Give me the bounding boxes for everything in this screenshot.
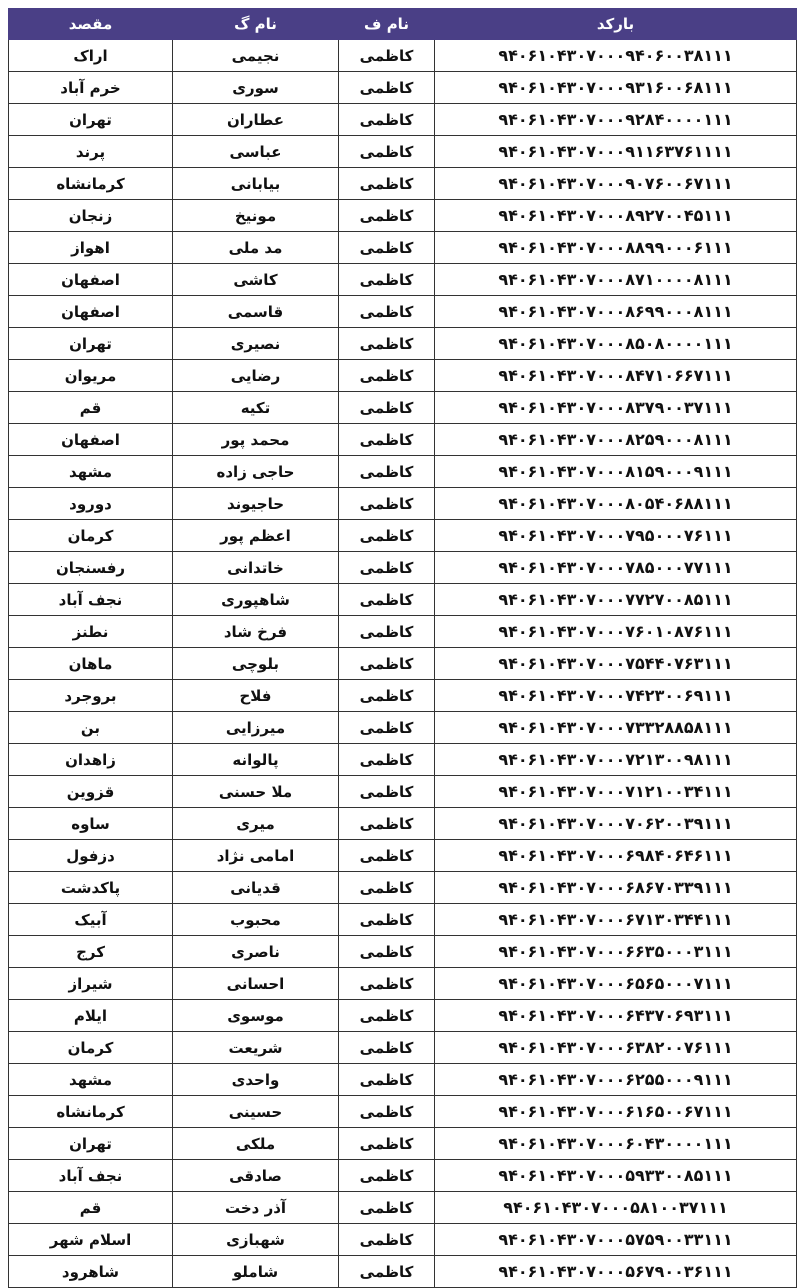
cell-destination: کرمانشاه (9, 1096, 173, 1128)
table-row (9, 712, 797, 744)
table-row (9, 424, 797, 456)
cell-last-name: عطاران (173, 104, 339, 136)
cell-first-name: کاظمی (339, 648, 435, 680)
cell-last-name: فرخ شاد (173, 616, 339, 648)
cell-barcode: ۹۴۰۶۱۰۴۳۰۷۰۰۰۵۹۳۳۰۰۸۵۱۱۱ (435, 1160, 797, 1192)
cell-barcode: ۹۴۰۶۱۰۴۳۰۷۰۰۰۹۰۷۶۰۰۶۷۱۱۱ (435, 168, 797, 200)
cell-destination: دزفول (9, 840, 173, 872)
cell-first-name: کاظمی (339, 40, 435, 72)
cell-last-name: امامی نژاد (173, 840, 339, 872)
cell-first-name: کاظمی (339, 1096, 435, 1128)
cell-first-name: کاظمی (339, 456, 435, 488)
cell-last-name: بیابانی (173, 168, 339, 200)
cell-last-name: رضایی (173, 360, 339, 392)
cell-barcode: ۹۴۰۶۱۰۴۳۰۷۰۰۰۸۹۲۷۰۰۴۵۱۱۱ (435, 200, 797, 232)
cell-last-name: شهبازی (173, 1224, 339, 1256)
cell-barcode: ۹۴۰۶۱۰۴۳۰۷۰۰۰۸۴۷۱۰۶۶۷۱۱۱ (435, 360, 797, 392)
cell-last-name: صادقی (173, 1160, 339, 1192)
cell-first-name: کاظمی (339, 296, 435, 328)
cell-first-name: کاظمی (339, 1032, 435, 1064)
cell-barcode: ۹۴۰۶۱۰۴۳۰۷۰۰۰۷۵۴۴۰۷۶۳۱۱۱ (435, 648, 797, 680)
cell-last-name: موسوی (173, 1000, 339, 1032)
cell-barcode: ۹۴۰۶۱۰۴۳۰۷۰۰۰۶۹۸۴۰۶۴۶۱۱۱ (435, 840, 797, 872)
cell-last-name: کاشی (173, 264, 339, 296)
table-row (9, 584, 797, 616)
cell-barcode: ۹۴۰۶۱۰۴۳۰۷۰۰۰۸۵۰۸۰۰۰۰۱۱۱ (435, 328, 797, 360)
cell-destination: قزوین (9, 776, 173, 808)
cell-last-name: ناصری (173, 936, 339, 968)
table-row (9, 168, 797, 200)
cell-first-name: کاظمی (339, 872, 435, 904)
cell-barcode: ۹۴۰۶۱۰۴۳۰۷۰۰۰۶۲۵۵۰۰۰۹۱۱۱ (435, 1064, 797, 1096)
cell-last-name: ملکی (173, 1128, 339, 1160)
cell-destination: شیراز (9, 968, 173, 1000)
cell-destination: ساوه (9, 808, 173, 840)
cell-barcode: ۹۴۰۶۱۰۴۳۰۷۰۰۰۷۸۵۰۰۰۷۷۱۱۱ (435, 552, 797, 584)
cell-destination: نجف آباد (9, 1160, 173, 1192)
cell-destination: پاکدشت (9, 872, 173, 904)
table-row (9, 776, 797, 808)
cell-barcode: ۹۴۰۶۱۰۴۳۰۷۰۰۰۹۲۸۴۰۰۰۰۱۱۱ (435, 104, 797, 136)
cell-destination: قم (9, 1192, 173, 1224)
cell-barcode: ۹۴۰۶۱۰۴۳۰۷۰۰۰۸۸۹۹۰۰۰۶۱۱۱ (435, 232, 797, 264)
cell-destination: اصفهان (9, 264, 173, 296)
cell-barcode: ۹۴۰۶۱۰۴۳۰۷۰۰۰۷۰۶۲۰۰۳۹۱۱۱ (435, 808, 797, 840)
cell-first-name: کاظمی (339, 968, 435, 1000)
table-row (9, 744, 797, 776)
cell-barcode: ۹۴۰۶۱۰۴۳۰۷۰۰۰۷۹۵۰۰۰۷۶۱۱۱ (435, 520, 797, 552)
cell-destination: کرمان (9, 520, 173, 552)
cell-first-name: کاظمی (339, 168, 435, 200)
cell-last-name: تکیه (173, 392, 339, 424)
table-row (9, 456, 797, 488)
table-row (9, 552, 797, 584)
table-row (9, 968, 797, 1000)
cell-last-name: شاملو (173, 1256, 339, 1288)
cell-destination: اراک (9, 40, 173, 72)
cell-destination: تهران (9, 328, 173, 360)
cell-first-name: کاظمی (339, 360, 435, 392)
cell-destination: کرمانشاه (9, 168, 173, 200)
table-row (9, 40, 797, 72)
cell-destination: اصفهان (9, 296, 173, 328)
cell-destination: قم (9, 392, 173, 424)
cell-first-name: کاظمی (339, 776, 435, 808)
cell-destination: کرمان (9, 1032, 173, 1064)
header-destination: مقصد (9, 9, 173, 40)
table-row (9, 1224, 797, 1256)
cell-first-name: کاظمی (339, 1160, 435, 1192)
cell-first-name: کاظمی (339, 136, 435, 168)
cell-destination: تهران (9, 104, 173, 136)
cell-last-name: پالوانه (173, 744, 339, 776)
cell-destination: تهران (9, 1128, 173, 1160)
cell-last-name: عباسی (173, 136, 339, 168)
table-row (9, 200, 797, 232)
cell-first-name: کاظمی (339, 104, 435, 136)
cell-last-name: ملا حسنی (173, 776, 339, 808)
header-row (9, 9, 797, 40)
cell-barcode: ۹۴۰۶۱۰۴۳۰۷۰۰۰۶۴۳۷۰۶۹۳۱۱۱ (435, 1000, 797, 1032)
cell-first-name: کاظمی (339, 424, 435, 456)
table-row (9, 488, 797, 520)
cell-first-name: کاظمی (339, 552, 435, 584)
cell-destination: بن (9, 712, 173, 744)
cell-first-name: کاظمی (339, 520, 435, 552)
cell-first-name: کاظمی (339, 328, 435, 360)
cell-first-name: کاظمی (339, 1000, 435, 1032)
cell-last-name: آذر دخت (173, 1192, 339, 1224)
cell-destination: رفسنجان (9, 552, 173, 584)
cell-barcode: ۹۴۰۶۱۰۴۳۰۷۰۰۰۶۶۳۵۰۰۰۳۱۱۱ (435, 936, 797, 968)
table-row (9, 808, 797, 840)
table-row (9, 136, 797, 168)
cell-last-name: خاتدانی (173, 552, 339, 584)
header-first-name: نام ف (339, 9, 435, 40)
cell-barcode: ۹۴۰۶۱۰۴۳۰۷۰۰۰۵۷۵۹۰۰۳۳۱۱۱ (435, 1224, 797, 1256)
cell-barcode: ۹۴۰۶۱۰۴۳۰۷۰۰۰۷۳۳۲۸۸۵۸۱۱۱ (435, 712, 797, 744)
cell-barcode: ۹۴۰۶۱۰۴۳۰۷۰۰۰۶۵۶۵۰۰۰۷۱۱۱ (435, 968, 797, 1000)
cell-barcode: ۹۴۰۶۱۰۴۳۰۷۰۰۰۶۳۸۲۰۰۷۶۱۱۱ (435, 1032, 797, 1064)
cell-last-name: بلوچی (173, 648, 339, 680)
cell-first-name: کاظمی (339, 392, 435, 424)
table-row (9, 232, 797, 264)
cell-destination: شاهرود (9, 1256, 173, 1288)
cell-barcode: ۹۴۰۶۱۰۴۳۰۷۰۰۰۷۴۲۳۰۰۶۹۱۱۱ (435, 680, 797, 712)
cell-barcode: ۹۴۰۶۱۰۴۳۰۷۰۰۰۸۰۵۴۰۶۸۸۱۱۱ (435, 488, 797, 520)
cell-first-name: کاظمی (339, 840, 435, 872)
cell-destination: بروجرد (9, 680, 173, 712)
cell-destination: اصفهان (9, 424, 173, 456)
cell-first-name: کاظمی (339, 936, 435, 968)
cell-barcode: ۹۴۰۶۱۰۴۳۰۷۰۰۰۷۷۲۷۰۰۸۵۱۱۱ (435, 584, 797, 616)
cell-first-name: کاظمی (339, 904, 435, 936)
cell-first-name: کاظمی (339, 488, 435, 520)
cell-barcode: ۹۴۰۶۱۰۴۳۰۷۰۰۰۷۱۲۱۰۰۳۴۱۱۱ (435, 776, 797, 808)
cell-destination: ایلام (9, 1000, 173, 1032)
cell-last-name: حسینی (173, 1096, 339, 1128)
table-row (9, 840, 797, 872)
cell-first-name: کاظمی (339, 264, 435, 296)
cell-destination: زنجان (9, 200, 173, 232)
cell-last-name: حاجی زاده (173, 456, 339, 488)
cell-last-name: محبوب (173, 904, 339, 936)
table-row (9, 520, 797, 552)
table-row (9, 1064, 797, 1096)
table-row (9, 1256, 797, 1288)
cell-last-name: قدیانی (173, 872, 339, 904)
cell-barcode: ۹۴۰۶۱۰۴۳۰۷۰۰۰۶۸۶۷۰۳۳۹۱۱۱ (435, 872, 797, 904)
cell-first-name: کاظمی (339, 584, 435, 616)
cell-barcode: ۹۴۰۶۱۰۴۳۰۷۰۰۰۹۱۱۶۳۷۶۱۱۱۱ (435, 136, 797, 168)
cell-destination: مشهد (9, 456, 173, 488)
cell-last-name: مونیخ (173, 200, 339, 232)
cell-last-name: میری (173, 808, 339, 840)
cell-last-name: مد ملی (173, 232, 339, 264)
cell-barcode: ۹۴۰۶۱۰۴۳۰۷۰۰۰۷۶۰۱۰۸۷۶۱۱۱ (435, 616, 797, 648)
cell-barcode: ۹۴۰۶۱۰۴۳۰۷۰۰۰۸۶۹۹۰۰۰۸۱۱۱ (435, 296, 797, 328)
cell-first-name: کاظمی (339, 712, 435, 744)
table-row (9, 360, 797, 392)
cell-first-name: کاظمی (339, 744, 435, 776)
cell-destination: آبیک (9, 904, 173, 936)
cell-destination: نجف آباد (9, 584, 173, 616)
table-row (9, 904, 797, 936)
cell-barcode: ۹۴۰۶۱۰۴۳۰۷۰۰۰۶۷۱۳۰۳۴۴۱۱۱ (435, 904, 797, 936)
cell-barcode: ۹۴۰۶۱۰۴۳۰۷۰۰۰۷۲۱۳۰۰۹۸۱۱۱ (435, 744, 797, 776)
cell-first-name: کاظمی (339, 72, 435, 104)
cell-last-name: فلاح (173, 680, 339, 712)
cell-barcode: ۹۴۰۶۱۰۴۳۰۷۰۰۰۶۱۶۵۰۰۶۷۱۱۱ (435, 1096, 797, 1128)
table-row (9, 72, 797, 104)
cell-barcode: ۹۴۰۶۱۰۴۳۰۷۰۰۰۵۶۷۹۰۰۳۶۱۱۱ (435, 1256, 797, 1288)
cell-destination: اهواز (9, 232, 173, 264)
cell-barcode: ۹۴۰۶۱۰۴۳۰۷۰۰۰۹۳۱۶۰۰۶۸۱۱۱ (435, 72, 797, 104)
cell-destination: اسلام شهر (9, 1224, 173, 1256)
cell-destination: زاهدان (9, 744, 173, 776)
table-row (9, 104, 797, 136)
cell-barcode: ۹۴۰۶۱۰۴۳۰۷۰۰۰۸۷۱۰۰۰۰۸۱۱۱ (435, 264, 797, 296)
cell-first-name: کاظمی (339, 680, 435, 712)
cell-last-name: شاهپوری (173, 584, 339, 616)
table-row (9, 680, 797, 712)
cell-barcode: ۹۴۰۶۱۰۴۳۰۷۰۰۰۸۳۷۹۰۰۳۷۱۱۱ (435, 392, 797, 424)
cell-last-name: سوری (173, 72, 339, 104)
cell-last-name: قاسمی (173, 296, 339, 328)
table-row (9, 1192, 797, 1224)
cell-last-name: نجیمی (173, 40, 339, 72)
cell-last-name: میرزایی (173, 712, 339, 744)
cell-last-name: نصیری (173, 328, 339, 360)
shipment-table (8, 8, 797, 1288)
table-row (9, 328, 797, 360)
table-row (9, 1160, 797, 1192)
cell-last-name: اعظم پور (173, 520, 339, 552)
cell-last-name: شریعت (173, 1032, 339, 1064)
cell-first-name: کاظمی (339, 808, 435, 840)
cell-barcode: ۹۴۰۶۱۰۴۳۰۷۰۰۰۸۲۵۹۰۰۰۸۱۱۱ (435, 424, 797, 456)
table-row (9, 264, 797, 296)
cell-barcode: ۹۴۰۶۱۰۴۳۰۷۰۰۰۹۴۰۶۰۰۳۸۱۱۱ (435, 40, 797, 72)
cell-last-name: محمد پور (173, 424, 339, 456)
table-row (9, 1128, 797, 1160)
cell-first-name: کاظمی (339, 1128, 435, 1160)
cell-destination: مشهد (9, 1064, 173, 1096)
table-body (9, 40, 797, 1288)
cell-last-name: حاجیوند (173, 488, 339, 520)
cell-destination: نطنز (9, 616, 173, 648)
table-row (9, 1096, 797, 1128)
table-header (9, 9, 797, 40)
cell-destination: دورود (9, 488, 173, 520)
table-row (9, 872, 797, 904)
table-row (9, 1032, 797, 1064)
cell-first-name: کاظمی (339, 1064, 435, 1096)
cell-destination: کرج (9, 936, 173, 968)
cell-barcode: ۹۴۰۶۱۰۴۳۰۷۰۰۰۶۰۴۳۰۰۰۰۱۱۱ (435, 1128, 797, 1160)
cell-first-name: کاظمی (339, 1192, 435, 1224)
cell-barcode: ۹۴۰۶۱۰۴۳۰۷۰۰۰۵۸۱۰۰۳۷۱۱۱ (435, 1192, 797, 1224)
table-row (9, 616, 797, 648)
cell-destination: مریوان (9, 360, 173, 392)
table-row (9, 936, 797, 968)
cell-last-name: واحدی (173, 1064, 339, 1096)
cell-destination: خرم آباد (9, 72, 173, 104)
cell-first-name: کاظمی (339, 1224, 435, 1256)
header-last-name: نام گ (173, 9, 339, 40)
table-row (9, 392, 797, 424)
header-barcode: بارکد (435, 9, 797, 40)
cell-first-name: کاظمی (339, 1256, 435, 1288)
cell-destination: پرند (9, 136, 173, 168)
cell-barcode: ۹۴۰۶۱۰۴۳۰۷۰۰۰۸۱۵۹۰۰۰۹۱۱۱ (435, 456, 797, 488)
cell-last-name: احسانی (173, 968, 339, 1000)
table-row (9, 648, 797, 680)
cell-first-name: کاظمی (339, 200, 435, 232)
table-row (9, 1000, 797, 1032)
cell-first-name: کاظمی (339, 616, 435, 648)
cell-destination: ماهان (9, 648, 173, 680)
cell-first-name: کاظمی (339, 232, 435, 264)
table-row (9, 296, 797, 328)
